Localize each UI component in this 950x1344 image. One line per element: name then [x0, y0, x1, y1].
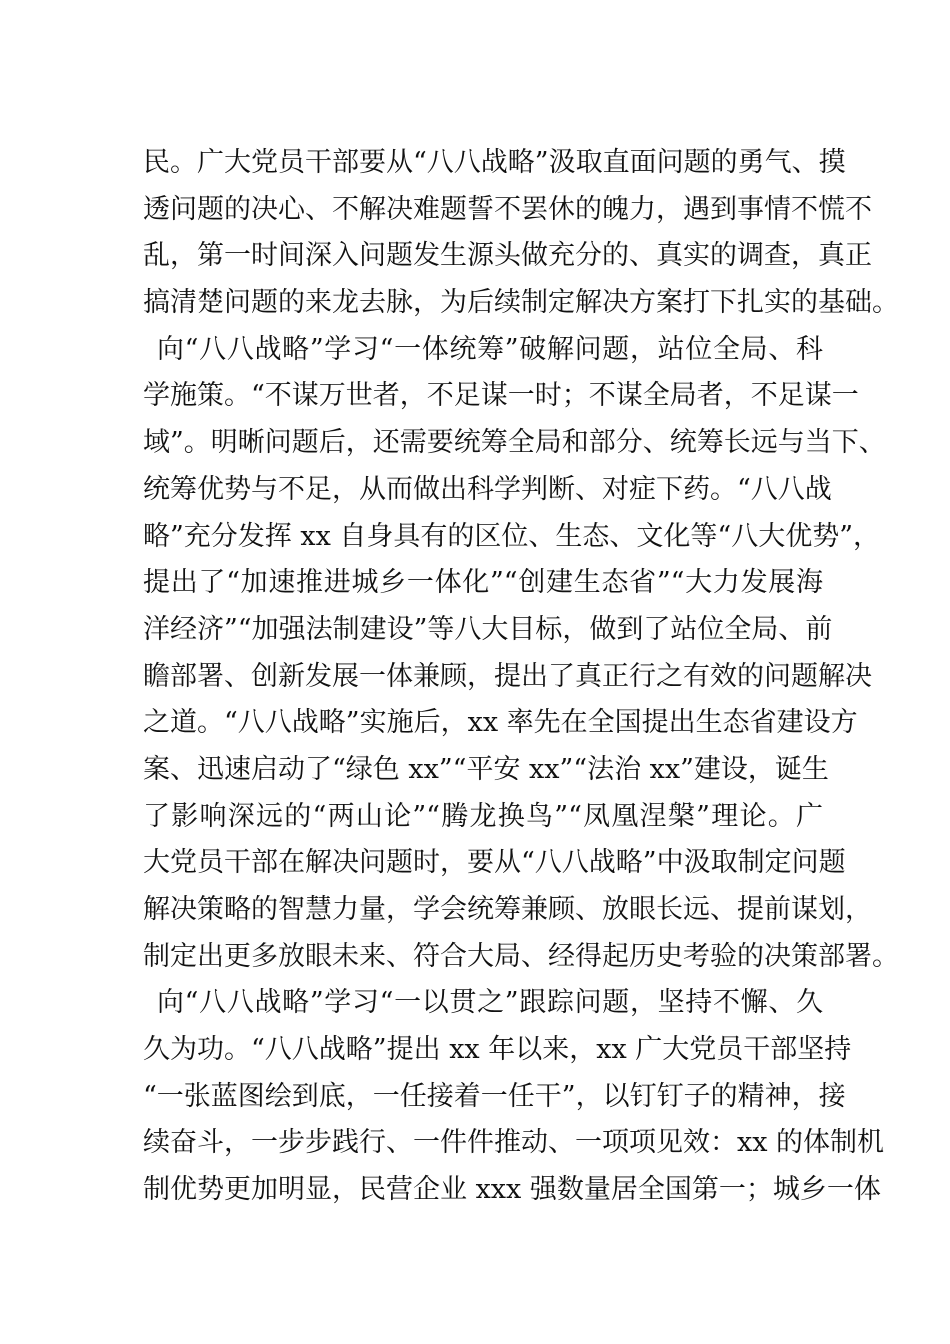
body-text [143, 140, 899, 1214]
text-line: 搞清楚问题的来龙去脉，为后续制定解决方案打下扎实的基础。 [143, 287, 899, 319]
text-line: 瞻部署、创新发展一体兼顾，提出了真正行之有效的问题解决 [143, 660, 872, 692]
text-line: 学施策。“不谋万世者，不足谋一时；不谋全局者，不足谋一 [143, 380, 859, 412]
text-line: 续奋斗，一步步践行、一件件推动、一项项见效：xx 的体制机 [143, 1127, 885, 1159]
text-line: 制优势更加明显，民营企业 xxx 强数量居全国第一；城乡一体 [143, 1174, 881, 1206]
text-line: “一张蓝图绘到底，一任接着一任干”，以钉钉子的精神，接 [143, 1080, 846, 1112]
text-line: 域”。明晰问题后，还需要统筹全局和部分、统筹长远与当下、 [143, 427, 886, 459]
text-line: 之道。“八八战略”实施后，xx 率先在全国提出生态省建设方 [143, 707, 858, 739]
text-line: 向“八八战略”学习“一以贯之”跟踪问题，坚持不懈、久 [157, 987, 823, 1019]
text-line: 向“八八战略”学习“一体统筹”破解问题，站位全局、科 [157, 333, 823, 365]
text-line: 解决策略的智慧力量，学会统筹兼顾、放眼长远、提前谋划， [143, 894, 872, 925]
text-line: 了影响深远的“两山论”“腾龙换鸟”“凤凰涅槃”理论。广 [143, 800, 823, 832]
text-line: 久为功。“八八战略”提出 xx 年以来，xx 广大党员干部坚持 [143, 1034, 852, 1066]
text-line: 民。广大党员干部要从“八八战略”汲取直面问题的勇气、摸 [143, 147, 846, 178]
text-line: 案、迅速启动了“绿色 xx”“平安 xx”“法治 xx”建设，诞生 [143, 753, 829, 785]
text-line: 提出了“加速推进城乡一体化”“创建生态省”“大力发展海 [143, 567, 823, 599]
text-line: 透问题的决心、不解决难题誓不罢休的魄力，遇到事情不慌不 [143, 193, 872, 225]
text-line: 统筹优势与不足，从而做出科学判断、对症下药。“八八战 [143, 473, 832, 505]
text-line: 乱，第一时间深入问题发生源头做充分的、真实的调查，真正 [143, 240, 872, 272]
text-line: 略”充分发挥 xx 自身具有的区位、生态、文化等“八大优势”， [143, 520, 881, 552]
text-line: 制定出更多放眼未来、符合大局、经得起历史考验的决策部署。 [143, 940, 899, 972]
text-line: 洋经济”“加强法制建设”等八大目标，做到了站位全局、前 [143, 613, 833, 645]
text-line: 大党员干部在解决问题时，要从“八八战略”中汲取制定问题 [143, 847, 846, 879]
